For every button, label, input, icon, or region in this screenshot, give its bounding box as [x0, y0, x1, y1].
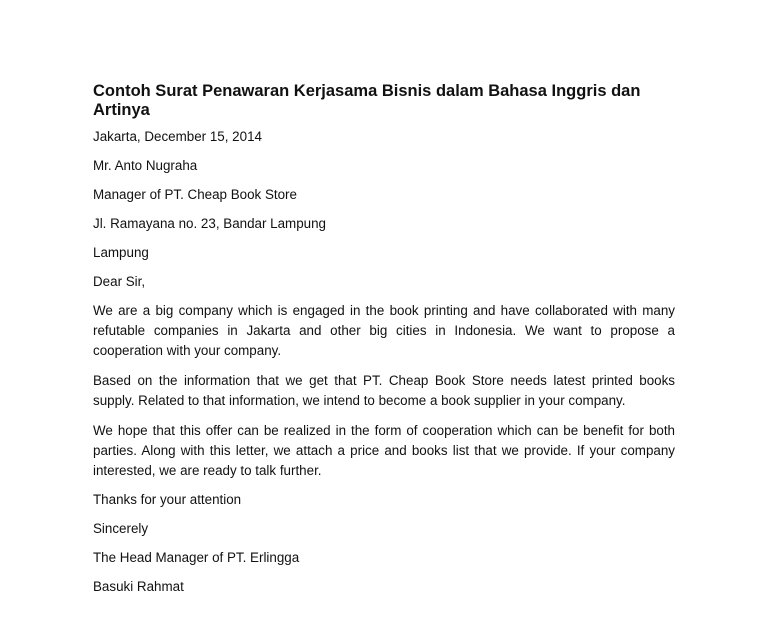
recipient-city: Lampung — [93, 245, 149, 260]
sender-title: The Head Manager of PT. Erlingga — [93, 550, 300, 565]
thanks-line: Thanks for your attention — [93, 492, 242, 507]
sender-name: Basuki Rahmat — [93, 579, 184, 594]
body-paragraph: We hope that this offer can be realized in the form of cooperation which can be benefit for both parties. Along with this letter, we attach a price and books list that we provide. If your company interested, we are ready to talk further. — [93, 423, 675, 478]
salutation: Dear Sir, — [93, 274, 146, 289]
body-paragraph: We are a big company which is engaged in the book printing and have collaborated with many refutable companies in Jakarta and other big cities in Indonesia. We want to propose a cooperation with your company. — [93, 303, 675, 358]
document-title: Contoh Surat Penawaran Kerjasama Bisnis dalam Bahasa Inggris dan Artinya — [93, 82, 641, 119]
letter-page — [93, 82, 675, 597]
letter-date: Jakarta, December 15, 2014 — [93, 129, 262, 144]
closing-line: Sincerely — [93, 521, 149, 536]
body-paragraph: Based on the information that we get that PT. Cheap Book Store needs latest printed books supply. Related to that information, we intend to become a book supplier in your company. — [93, 373, 675, 408]
recipient-position: Manager of PT. Cheap Book Store — [93, 187, 297, 202]
recipient-name: Mr. Anto Nugraha — [93, 158, 198, 173]
recipient-address: Jl. Ramayana no. 23, Bandar Lampung — [93, 216, 326, 231]
